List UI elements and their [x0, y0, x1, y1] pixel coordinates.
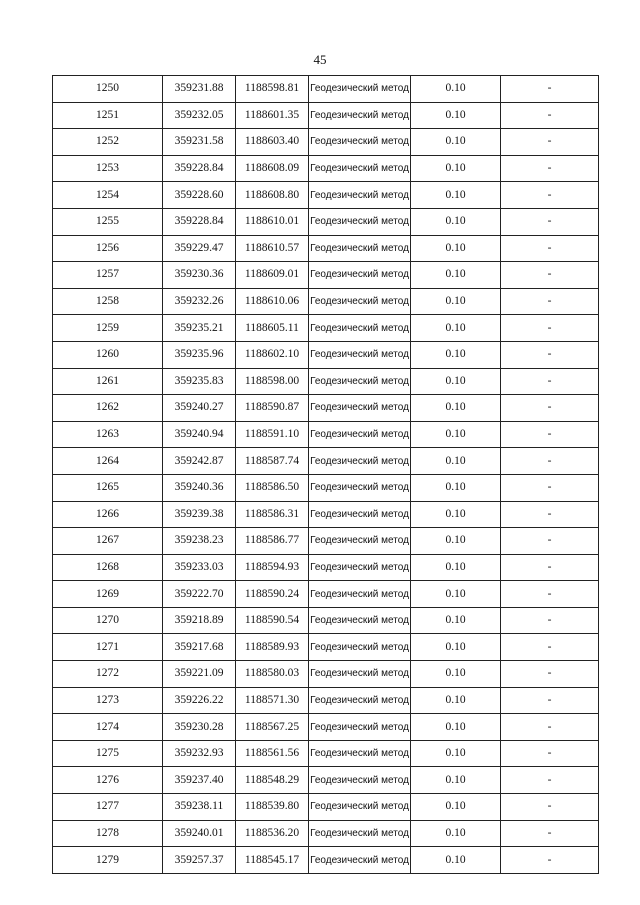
page-number: 45	[313, 52, 327, 67]
method-cell: Геодезический метод	[309, 102, 411, 129]
method-cell: Геодезический метод	[309, 155, 411, 182]
y-coordinate-cell: 1188590.87	[236, 395, 309, 422]
method-cell: Геодезический метод	[309, 714, 411, 741]
x-coordinate-cell: 359239.38	[163, 501, 236, 528]
method-cell: Геодезический метод	[309, 740, 411, 767]
x-coordinate-cell: 359257.37	[163, 847, 236, 874]
method-cell: Геодезический метод	[309, 474, 411, 501]
table-row	[53, 634, 599, 661]
y-coordinate-cell: 1188608.80	[236, 182, 309, 209]
note-cell: -	[501, 794, 599, 821]
accuracy-cell: 0.10	[411, 847, 501, 874]
method-cell: Геодезический метод	[309, 76, 411, 103]
accuracy-cell: 0.10	[411, 687, 501, 714]
x-coordinate-cell: 359222.70	[163, 581, 236, 608]
accuracy-cell: 0.10	[411, 528, 501, 555]
accuracy-cell: 0.10	[411, 341, 501, 368]
point-number-cell: 1270	[53, 607, 163, 634]
method-cell: Геодезический метод	[309, 528, 411, 555]
accuracy-cell: 0.10	[411, 182, 501, 209]
table-row	[53, 421, 599, 448]
x-coordinate-cell: 359237.40	[163, 767, 236, 794]
method-cell: Геодезический метод	[309, 501, 411, 528]
point-number-cell: 1256	[53, 235, 163, 262]
method-cell: Геодезический метод	[309, 554, 411, 581]
accuracy-cell: 0.10	[411, 767, 501, 794]
table-row	[53, 76, 599, 103]
x-coordinate-cell: 359240.94	[163, 421, 236, 448]
note-cell: -	[501, 554, 599, 581]
x-coordinate-cell: 359221.09	[163, 661, 236, 688]
x-coordinate-cell: 359240.36	[163, 474, 236, 501]
table-row	[53, 661, 599, 688]
method-cell: Геодезический метод	[309, 288, 411, 315]
y-coordinate-cell: 1188539.80	[236, 794, 309, 821]
point-number-cell: 1276	[53, 767, 163, 794]
x-coordinate-cell: 359228.84	[163, 155, 236, 182]
y-coordinate-cell: 1188608.09	[236, 155, 309, 182]
accuracy-cell: 0.10	[411, 315, 501, 342]
accuracy-cell: 0.10	[411, 208, 501, 235]
y-coordinate-cell: 1188591.10	[236, 421, 309, 448]
x-coordinate-cell: 359231.58	[163, 129, 236, 156]
y-coordinate-cell: 1188610.01	[236, 208, 309, 235]
y-coordinate-cell: 1188561.56	[236, 740, 309, 767]
x-coordinate-cell: 359232.93	[163, 740, 236, 767]
accuracy-cell: 0.10	[411, 129, 501, 156]
table-row	[53, 288, 599, 315]
note-cell: -	[501, 368, 599, 395]
accuracy-cell: 0.10	[411, 581, 501, 608]
y-coordinate-cell: 1188590.24	[236, 581, 309, 608]
table-row	[53, 155, 599, 182]
note-cell: -	[501, 395, 599, 422]
y-coordinate-cell: 1188586.31	[236, 501, 309, 528]
x-coordinate-cell: 359231.88	[163, 76, 236, 103]
note-cell: -	[501, 740, 599, 767]
point-number-cell: 1258	[53, 288, 163, 315]
y-coordinate-cell: 1188594.93	[236, 554, 309, 581]
y-coordinate-cell: 1188598.00	[236, 368, 309, 395]
point-number-cell: 1260	[53, 341, 163, 368]
point-number-cell: 1263	[53, 421, 163, 448]
table-row	[53, 315, 599, 342]
accuracy-cell: 0.10	[411, 607, 501, 634]
y-coordinate-cell: 1188590.54	[236, 607, 309, 634]
table-row	[53, 820, 599, 847]
table-row	[53, 341, 599, 368]
accuracy-cell: 0.10	[411, 155, 501, 182]
method-cell: Геодезический метод	[309, 315, 411, 342]
x-coordinate-cell: 359235.83	[163, 368, 236, 395]
accuracy-cell: 0.10	[411, 288, 501, 315]
x-coordinate-cell: 359240.27	[163, 395, 236, 422]
accuracy-cell: 0.10	[411, 501, 501, 528]
point-number-cell: 1254	[53, 182, 163, 209]
table-row	[53, 581, 599, 608]
table-row	[53, 474, 599, 501]
x-coordinate-cell: 359226.22	[163, 687, 236, 714]
note-cell: -	[501, 421, 599, 448]
y-coordinate-cell: 1188605.11	[236, 315, 309, 342]
accuracy-cell: 0.10	[411, 262, 501, 289]
table-row	[53, 687, 599, 714]
point-number-cell: 1278	[53, 820, 163, 847]
y-coordinate-cell: 1188610.57	[236, 235, 309, 262]
note-cell: -	[501, 341, 599, 368]
x-coordinate-cell: 359235.96	[163, 341, 236, 368]
table-row	[53, 714, 599, 741]
y-coordinate-cell: 1188580.03	[236, 661, 309, 688]
note-cell: -	[501, 288, 599, 315]
note-cell: -	[501, 714, 599, 741]
x-coordinate-cell: 359230.36	[163, 262, 236, 289]
note-cell: -	[501, 581, 599, 608]
method-cell: Геодезический метод	[309, 368, 411, 395]
x-coordinate-cell: 359217.68	[163, 634, 236, 661]
coordinates-table	[52, 75, 599, 874]
point-number-cell: 1267	[53, 528, 163, 555]
accuracy-cell: 0.10	[411, 820, 501, 847]
method-cell: Геодезический метод	[309, 634, 411, 661]
y-coordinate-cell: 1188589.93	[236, 634, 309, 661]
y-coordinate-cell: 1188586.50	[236, 474, 309, 501]
table-row	[53, 767, 599, 794]
point-number-cell: 1262	[53, 395, 163, 422]
accuracy-cell: 0.10	[411, 794, 501, 821]
note-cell: -	[501, 102, 599, 129]
table-row	[53, 235, 599, 262]
method-cell: Геодезический метод	[309, 581, 411, 608]
point-number-cell: 1252	[53, 129, 163, 156]
note-cell: -	[501, 448, 599, 475]
x-coordinate-cell: 359230.28	[163, 714, 236, 741]
accuracy-cell: 0.10	[411, 634, 501, 661]
y-coordinate-cell: 1188587.74	[236, 448, 309, 475]
y-coordinate-cell: 1188536.20	[236, 820, 309, 847]
table-row	[53, 208, 599, 235]
method-cell: Геодезический метод	[309, 767, 411, 794]
point-number-cell: 1268	[53, 554, 163, 581]
point-number-cell: 1259	[53, 315, 163, 342]
point-number-cell: 1250	[53, 76, 163, 103]
accuracy-cell: 0.10	[411, 554, 501, 581]
table-row	[53, 554, 599, 581]
x-coordinate-cell: 359228.84	[163, 208, 236, 235]
accuracy-cell: 0.10	[411, 235, 501, 262]
y-coordinate-cell: 1188601.35	[236, 102, 309, 129]
point-number-cell: 1279	[53, 847, 163, 874]
note-cell: -	[501, 155, 599, 182]
point-number-cell: 1261	[53, 368, 163, 395]
method-cell: Геодезический метод	[309, 847, 411, 874]
method-cell: Геодезический метод	[309, 687, 411, 714]
method-cell: Геодезический метод	[309, 448, 411, 475]
note-cell: -	[501, 687, 599, 714]
y-coordinate-cell: 1188602.10	[236, 341, 309, 368]
point-number-cell: 1269	[53, 581, 163, 608]
accuracy-cell: 0.10	[411, 76, 501, 103]
note-cell: -	[501, 501, 599, 528]
method-cell: Геодезический метод	[309, 794, 411, 821]
note-cell: -	[501, 235, 599, 262]
accuracy-cell: 0.10	[411, 740, 501, 767]
note-cell: -	[501, 767, 599, 794]
y-coordinate-cell: 1188567.25	[236, 714, 309, 741]
method-cell: Геодезический метод	[309, 129, 411, 156]
accuracy-cell: 0.10	[411, 714, 501, 741]
method-cell: Геодезический метод	[309, 820, 411, 847]
table-row	[53, 501, 599, 528]
x-coordinate-cell: 359232.05	[163, 102, 236, 129]
method-cell: Геодезический метод	[309, 607, 411, 634]
table-row	[53, 182, 599, 209]
method-cell: Геодезический метод	[309, 661, 411, 688]
note-cell: -	[501, 129, 599, 156]
table-row	[53, 395, 599, 422]
x-coordinate-cell: 359238.11	[163, 794, 236, 821]
point-number-cell: 1277	[53, 794, 163, 821]
table-row	[53, 528, 599, 555]
x-coordinate-cell: 359228.60	[163, 182, 236, 209]
point-number-cell: 1251	[53, 102, 163, 129]
x-coordinate-cell: 359233.03	[163, 554, 236, 581]
accuracy-cell: 0.10	[411, 395, 501, 422]
point-number-cell: 1271	[53, 634, 163, 661]
accuracy-cell: 0.10	[411, 448, 501, 475]
table-row	[53, 607, 599, 634]
note-cell: -	[501, 634, 599, 661]
method-cell: Геодезический метод	[309, 421, 411, 448]
point-number-cell: 1255	[53, 208, 163, 235]
note-cell: -	[501, 262, 599, 289]
y-coordinate-cell: 1188603.40	[236, 129, 309, 156]
point-number-cell: 1266	[53, 501, 163, 528]
y-coordinate-cell: 1188571.30	[236, 687, 309, 714]
note-cell: -	[501, 847, 599, 874]
y-coordinate-cell: 1188548.29	[236, 767, 309, 794]
x-coordinate-cell: 359242.87	[163, 448, 236, 475]
point-number-cell: 1272	[53, 661, 163, 688]
note-cell: -	[501, 182, 599, 209]
table-row	[53, 129, 599, 156]
x-coordinate-cell: 359218.89	[163, 607, 236, 634]
accuracy-cell: 0.10	[411, 474, 501, 501]
note-cell: -	[501, 820, 599, 847]
note-cell: -	[501, 315, 599, 342]
point-number-cell: 1275	[53, 740, 163, 767]
y-coordinate-cell: 1188586.77	[236, 528, 309, 555]
x-coordinate-cell: 359235.21	[163, 315, 236, 342]
point-number-cell: 1257	[53, 262, 163, 289]
accuracy-cell: 0.10	[411, 661, 501, 688]
point-number-cell: 1273	[53, 687, 163, 714]
note-cell: -	[501, 607, 599, 634]
x-coordinate-cell: 359232.26	[163, 288, 236, 315]
point-number-cell: 1265	[53, 474, 163, 501]
y-coordinate-cell: 1188545.17	[236, 847, 309, 874]
method-cell: Геодезический метод	[309, 262, 411, 289]
method-cell: Геодезический метод	[309, 182, 411, 209]
point-number-cell: 1253	[53, 155, 163, 182]
method-cell: Геодезический метод	[309, 235, 411, 262]
y-coordinate-cell: 1188609.01	[236, 262, 309, 289]
table-row	[53, 262, 599, 289]
table-row	[53, 448, 599, 475]
note-cell: -	[501, 76, 599, 103]
table-row	[53, 847, 599, 874]
method-cell: Геодезический метод	[309, 341, 411, 368]
table-row	[53, 368, 599, 395]
point-number-cell: 1274	[53, 714, 163, 741]
table-row	[53, 794, 599, 821]
table-row	[53, 740, 599, 767]
table-row	[53, 102, 599, 129]
accuracy-cell: 0.10	[411, 368, 501, 395]
accuracy-cell: 0.10	[411, 421, 501, 448]
coordinates-table-body	[53, 76, 599, 874]
x-coordinate-cell: 359240.01	[163, 820, 236, 847]
note-cell: -	[501, 474, 599, 501]
y-coordinate-cell: 1188610.06	[236, 288, 309, 315]
x-coordinate-cell: 359238.23	[163, 528, 236, 555]
accuracy-cell: 0.10	[411, 102, 501, 129]
x-coordinate-cell: 359229.47	[163, 235, 236, 262]
note-cell: -	[501, 661, 599, 688]
method-cell: Геодезический метод	[309, 208, 411, 235]
y-coordinate-cell: 1188598.81	[236, 76, 309, 103]
note-cell: -	[501, 208, 599, 235]
method-cell: Геодезический метод	[309, 395, 411, 422]
note-cell: -	[501, 528, 599, 555]
point-number-cell: 1264	[53, 448, 163, 475]
